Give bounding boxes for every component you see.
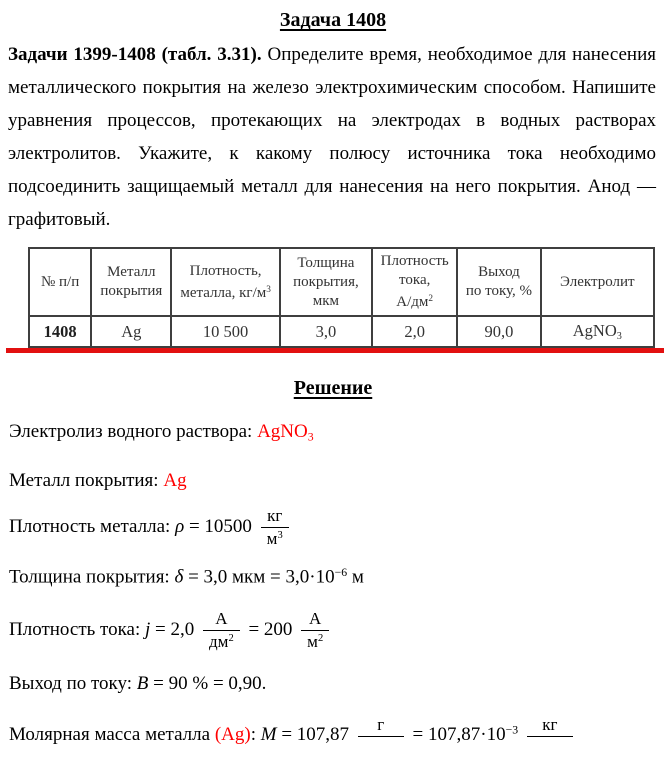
cell-number: 1408 (29, 316, 91, 347)
solution-line-molar-mass (9, 715, 666, 756)
solution-heading (0, 375, 666, 402)
col-header-thickness-line1: Толщина (297, 254, 355, 271)
electrolysis-formula (257, 421, 314, 442)
col-header-metal (91, 248, 171, 316)
electrolysis-formula-base: AgNO (257, 421, 308, 443)
col-header-thickness-line2: покрытия, (293, 273, 359, 290)
solution-line-electrolysis (9, 419, 666, 450)
molar-fraction-2 (527, 715, 573, 756)
denominator-base: м (266, 529, 278, 549)
molar-equation-3 (518, 724, 523, 745)
col-header-density-line2 (173, 281, 277, 303)
yield-label: Выход по току: (9, 673, 137, 695)
current-equation-2: = 200 (243, 618, 298, 640)
problem-statement (8, 38, 656, 236)
cell-yield: 90,0 (457, 316, 540, 347)
metal-value: Ag (163, 470, 187, 492)
density-variable: ρ (175, 516, 185, 538)
molar-exponent: −3 (505, 723, 519, 737)
col-header-current-density (372, 248, 457, 316)
molar-colon: : (250, 723, 261, 745)
solution-line-thickness (9, 560, 666, 590)
col-header-thickness-line3: мкм (312, 292, 340, 309)
molar-equation-2: = 107,87·10 (407, 723, 506, 745)
electrolyte-formula-subscript: 3 (616, 331, 622, 343)
col-header-number-label: № п/п (40, 273, 80, 290)
denominator-superscript: 3 (277, 530, 283, 542)
col-header-electrolyte (541, 248, 654, 316)
col-header-metal-line2: покрытия (100, 283, 163, 300)
table-header-row (29, 248, 654, 316)
conditions-table (28, 247, 655, 348)
cell-current: 2,0 (372, 316, 457, 347)
col-header-density-line1: Плотность, (189, 262, 262, 279)
fraction-denominator (261, 527, 289, 549)
thickness-variable: δ (174, 565, 184, 587)
yield-equation: = 90 % = 0,90. (148, 673, 267, 695)
electrolysis-formula-subscript: 3 (307, 430, 314, 444)
fraction-numerator: А (215, 608, 228, 628)
fraction-denominator (527, 736, 573, 756)
cell-density: 10 500 (171, 316, 279, 347)
fraction-numerator: кг (542, 715, 558, 735)
col-header-current-line1: Плотность (380, 253, 449, 269)
thickness-exponent: −6 (334, 565, 348, 579)
col-header-thickness (280, 248, 372, 316)
red-divider (6, 348, 664, 353)
molar-equation-1: = 107,87 (276, 723, 354, 745)
col-header-density (171, 248, 279, 316)
solution-line-density (9, 506, 666, 549)
solution-line-current (9, 609, 666, 652)
cell-electrolyte (541, 316, 654, 347)
yield-variable: B (136, 673, 149, 695)
problem-body: Определите время, необходимое для нанесения металлического покрытия на железо электрохимическим способом. Напишите уравнения процессов, протекающих на электродах в водных растворах электролитов. Укажите, к какому полюсу источника тока необходимо подсоединить защищаемый металл для нанесения на него покрытия. Анод — графитовый. (8, 44, 656, 230)
electrolysis-label: Электролиз водного раствора: (9, 421, 258, 443)
col-header-yield-line2: по току, % (465, 283, 533, 300)
fraction-denominator (301, 630, 329, 652)
fraction-denominator (358, 736, 404, 756)
col-header-current-superscript: 2 (428, 294, 434, 304)
col-header-electrolyte-label: Электролит (560, 273, 635, 290)
col-header-current-line2: тока, (399, 272, 431, 288)
cell-metal: Ag (91, 316, 171, 347)
thickness-equation-1: = 3,0 мкм = 3,0·10 (183, 565, 335, 587)
solution-line-yield (9, 671, 666, 697)
col-header-yield (457, 248, 540, 316)
molar-variable: M (260, 723, 277, 745)
col-header-current-line3 (374, 290, 455, 312)
thickness-equation-2: м (347, 565, 364, 587)
page-title-text: Задача 1408 (279, 9, 387, 31)
cell-thickness: 3,0 (280, 316, 372, 347)
col-header-metal-line1: Металл (107, 264, 156, 281)
density-label: Плотность металла: (9, 516, 176, 538)
current-fraction-2 (301, 609, 329, 652)
current-equation-1: = 2,0 (150, 618, 200, 640)
fraction-numerator: г (377, 715, 385, 735)
col-header-density-superscript: 3 (266, 284, 271, 295)
denominator-base: дм (209, 632, 229, 652)
col-header-current-unit: А/дм (396, 294, 429, 311)
denominator-superscript: 2 (228, 633, 234, 645)
denominator-superscript: 2 (317, 633, 324, 645)
denominator-base: м (307, 632, 318, 652)
page-title (0, 6, 666, 34)
molar-label: Молярная масса металла (9, 723, 215, 745)
fraction-denominator (203, 630, 240, 652)
problem-intro: Задачи 1399-1408 (табл. 3.31). (8, 44, 262, 65)
molar-fraction-1 (358, 715, 404, 756)
table-row (29, 316, 654, 347)
molar-metal-red: (Ag) (214, 723, 251, 745)
current-variable: j (145, 618, 151, 640)
current-label: Плотность тока: (9, 618, 146, 640)
solution-heading-text: Решение (293, 377, 373, 400)
density-equation: = 10500 (184, 516, 257, 538)
fraction-numerator: кг (267, 506, 283, 526)
col-header-density-unit: металла, кг/м (180, 284, 267, 301)
current-fraction-1 (203, 609, 240, 652)
col-header-number (29, 248, 91, 316)
col-header-yield-line1: Выход (478, 264, 520, 281)
electrolyte-formula-base: AgNO (572, 321, 617, 341)
metal-label: Металл покрытия: (9, 470, 164, 492)
fraction-numerator: А (309, 608, 322, 628)
thickness-label: Толщина покрытия: (9, 565, 175, 587)
density-fraction (261, 506, 289, 549)
solution-section (0, 419, 666, 756)
solution-line-metal (9, 468, 666, 494)
